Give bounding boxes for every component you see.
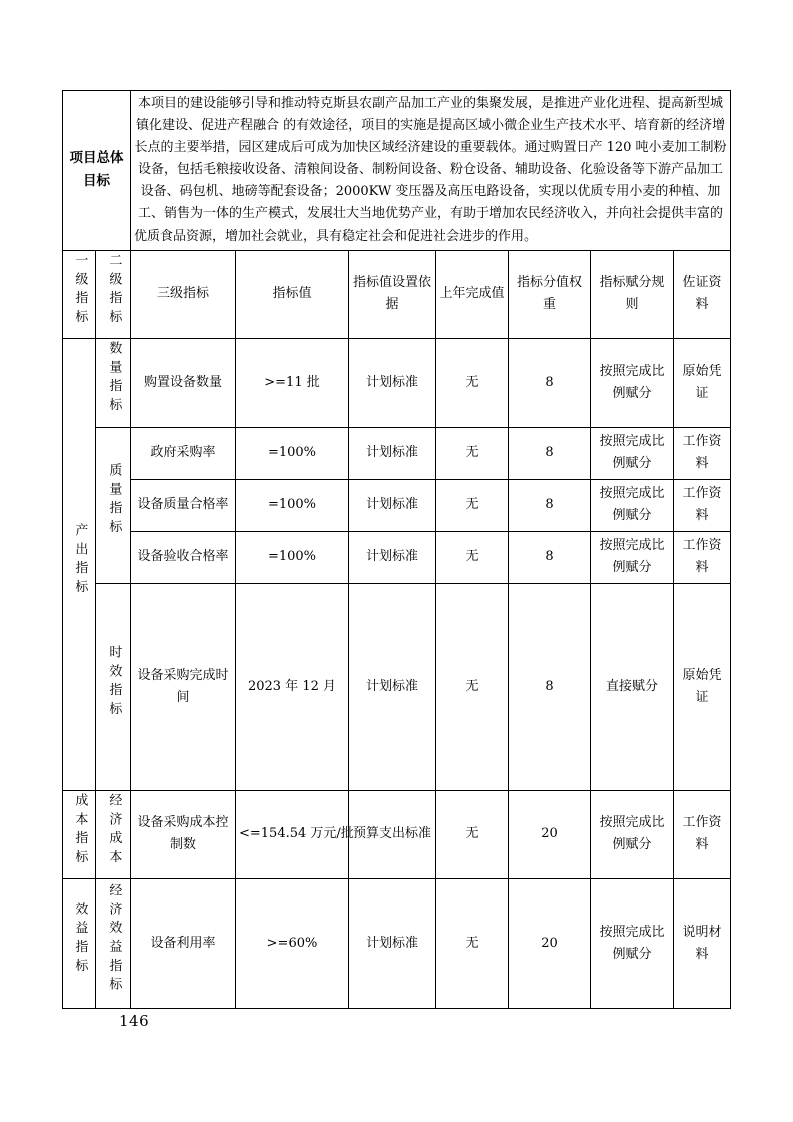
header-level3-indicator: 三级指标 — [131, 250, 236, 339]
table-row — [63, 339, 731, 428]
cell-evidence: 工作资料 — [674, 427, 731, 479]
cell-indicator-value: =100% — [236, 427, 349, 479]
cell-evidence: 原始凭证 — [674, 339, 731, 428]
cell-scoring-rule: 按照完成比例赋分 — [591, 479, 674, 531]
cell-evidence: 说明材料 — [674, 879, 731, 1009]
header-level2-indicator: 二级指标 — [96, 250, 131, 339]
cell-indicator-name: 设备利用率 — [131, 879, 236, 1009]
cell-weight: 8 — [509, 531, 591, 583]
cell-level1-benefit: 效益指标 — [63, 879, 96, 1009]
cell-value-basis: 计划标准 — [349, 427, 436, 479]
table-row — [63, 427, 731, 479]
cell-scoring-rule: 按照完成比例赋分 — [591, 531, 674, 583]
cell-indicator-name: 设备验收合格率 — [131, 531, 236, 583]
cell-weight: 8 — [509, 339, 591, 428]
header-score-weight: 指标分值权重 — [509, 250, 591, 339]
cell-level1-cost: 成本指标 — [63, 790, 96, 879]
cell-last-year: 无 — [436, 583, 509, 790]
cell-last-year: 无 — [436, 339, 509, 428]
cell-indicator-name: 政府采购率 — [131, 427, 236, 479]
cell-value-basis: 计划标准 — [349, 531, 436, 583]
cell-scoring-rule: 按照完成比例赋分 — [591, 790, 674, 879]
page-number: 146 — [119, 1012, 150, 1030]
header-level1-indicator: 一级指标 — [63, 250, 96, 339]
cell-evidence: 工作资料 — [674, 479, 731, 531]
cell-last-year: 无 — [436, 479, 509, 531]
cell-evidence: 工作资料 — [674, 531, 731, 583]
cell-evidence: 原始凭证 — [674, 583, 731, 790]
cell-level2-economic-benefit: 经济效益指标 — [96, 879, 131, 1009]
cell-scoring-rule: 按照完成比例赋分 — [591, 427, 674, 479]
cell-evidence: 工作资料 — [674, 790, 731, 879]
cell-indicator-name: 设备质量合格率 — [131, 479, 236, 531]
cell-weight: 8 — [509, 583, 591, 790]
cell-weight: 8 — [509, 479, 591, 531]
project-goal-label: 项目总体目标 — [63, 91, 131, 251]
header-evidence: 佐证资料 — [674, 250, 731, 339]
header-indicator-value: 指标值 — [236, 250, 349, 339]
cell-indicator-name: 设备采购完成时间 — [131, 583, 236, 790]
cell-value-basis: 计划标准 — [349, 339, 436, 428]
cell-weight: 20 — [509, 879, 591, 1009]
cell-value-basis: 计划标准 — [349, 583, 436, 790]
cell-last-year: 无 — [436, 427, 509, 479]
cell-weight: 8 — [509, 427, 591, 479]
cell-indicator-value: =100% — [236, 479, 349, 531]
cell-last-year: 无 — [436, 879, 509, 1009]
cell-value-basis: 计划标准 — [349, 879, 436, 1009]
cell-value-basis: 预算支出标准 — [349, 790, 436, 879]
cell-indicator-name: 购置设备数量 — [131, 339, 236, 428]
cell-indicator-value: =100% — [236, 531, 349, 583]
table-row — [63, 479, 731, 531]
cell-level2-quantity: 数量指标 — [96, 339, 131, 428]
cell-level1-output: 产出指标 — [63, 339, 96, 791]
cell-value-basis: 计划标准 — [349, 479, 436, 531]
table-row — [63, 790, 731, 879]
cell-level2-quality: 质量指标 — [96, 427, 131, 583]
table-row — [63, 879, 731, 1009]
cell-indicator-value: >=60% — [236, 879, 349, 1009]
header-scoring-rule: 指标赋分规则 — [591, 250, 674, 339]
cell-weight: 20 — [509, 790, 591, 879]
cell-indicator-value: 2023 年 12 月 — [236, 583, 349, 790]
table-row — [63, 583, 731, 790]
cell-level2-economic-cost: 经济成本 — [96, 790, 131, 879]
cell-scoring-rule: 直接赋分 — [591, 583, 674, 790]
header-value-basis: 指标值设置依据 — [349, 250, 436, 339]
cell-indicator-value: >=11 批 — [236, 339, 349, 428]
cell-indicator-value: <=154.54 万元/批 — [236, 790, 349, 879]
cell-level2-timeliness: 时效指标 — [96, 583, 131, 790]
cell-scoring-rule: 按照完成比例赋分 — [591, 879, 674, 1009]
cell-scoring-rule: 按照完成比例赋分 — [591, 339, 674, 428]
cell-last-year: 无 — [436, 790, 509, 879]
performance-indicator-table — [62, 90, 731, 1009]
table-row — [63, 531, 731, 583]
cell-indicator-name: 设备采购成本控制数 — [131, 790, 236, 879]
cell-last-year: 无 — [436, 531, 509, 583]
header-last-year-completion: 上年完成值 — [436, 250, 509, 339]
table-header-row — [63, 250, 731, 339]
table-row — [63, 91, 731, 251]
project-goal-text: 本项目的建设能够引导和推动特克斯县农副产品加工产业的集聚发展，是推进产业化进程、提高新型城镇化建设、促进产程融合 的有效途径，项目的实施是提高区域小微企业生产技术水平、培育新的经济增长点的主要举措，园区建成后可成为加快区域经济建设的重要载体。通过购置日产 120 吨小麦加工制粉设备，包括毛粮接收设备、清粮间设备、制粉间设备、粉仓设备、辅助设备、化验设备等下游产品加工设备、码包机、地磅等配套设备；2000KW 变压器及高压电路设备，实现以优质专用小麦的种植、加工、销售为一体的生产模式，发展壮大当地优势产业，有助于增加农民经济收入，并向社会提供丰富的优质食品资源，增加社会就业，具有稳定社会和促进社会进步的作用。 — [131, 91, 731, 251]
